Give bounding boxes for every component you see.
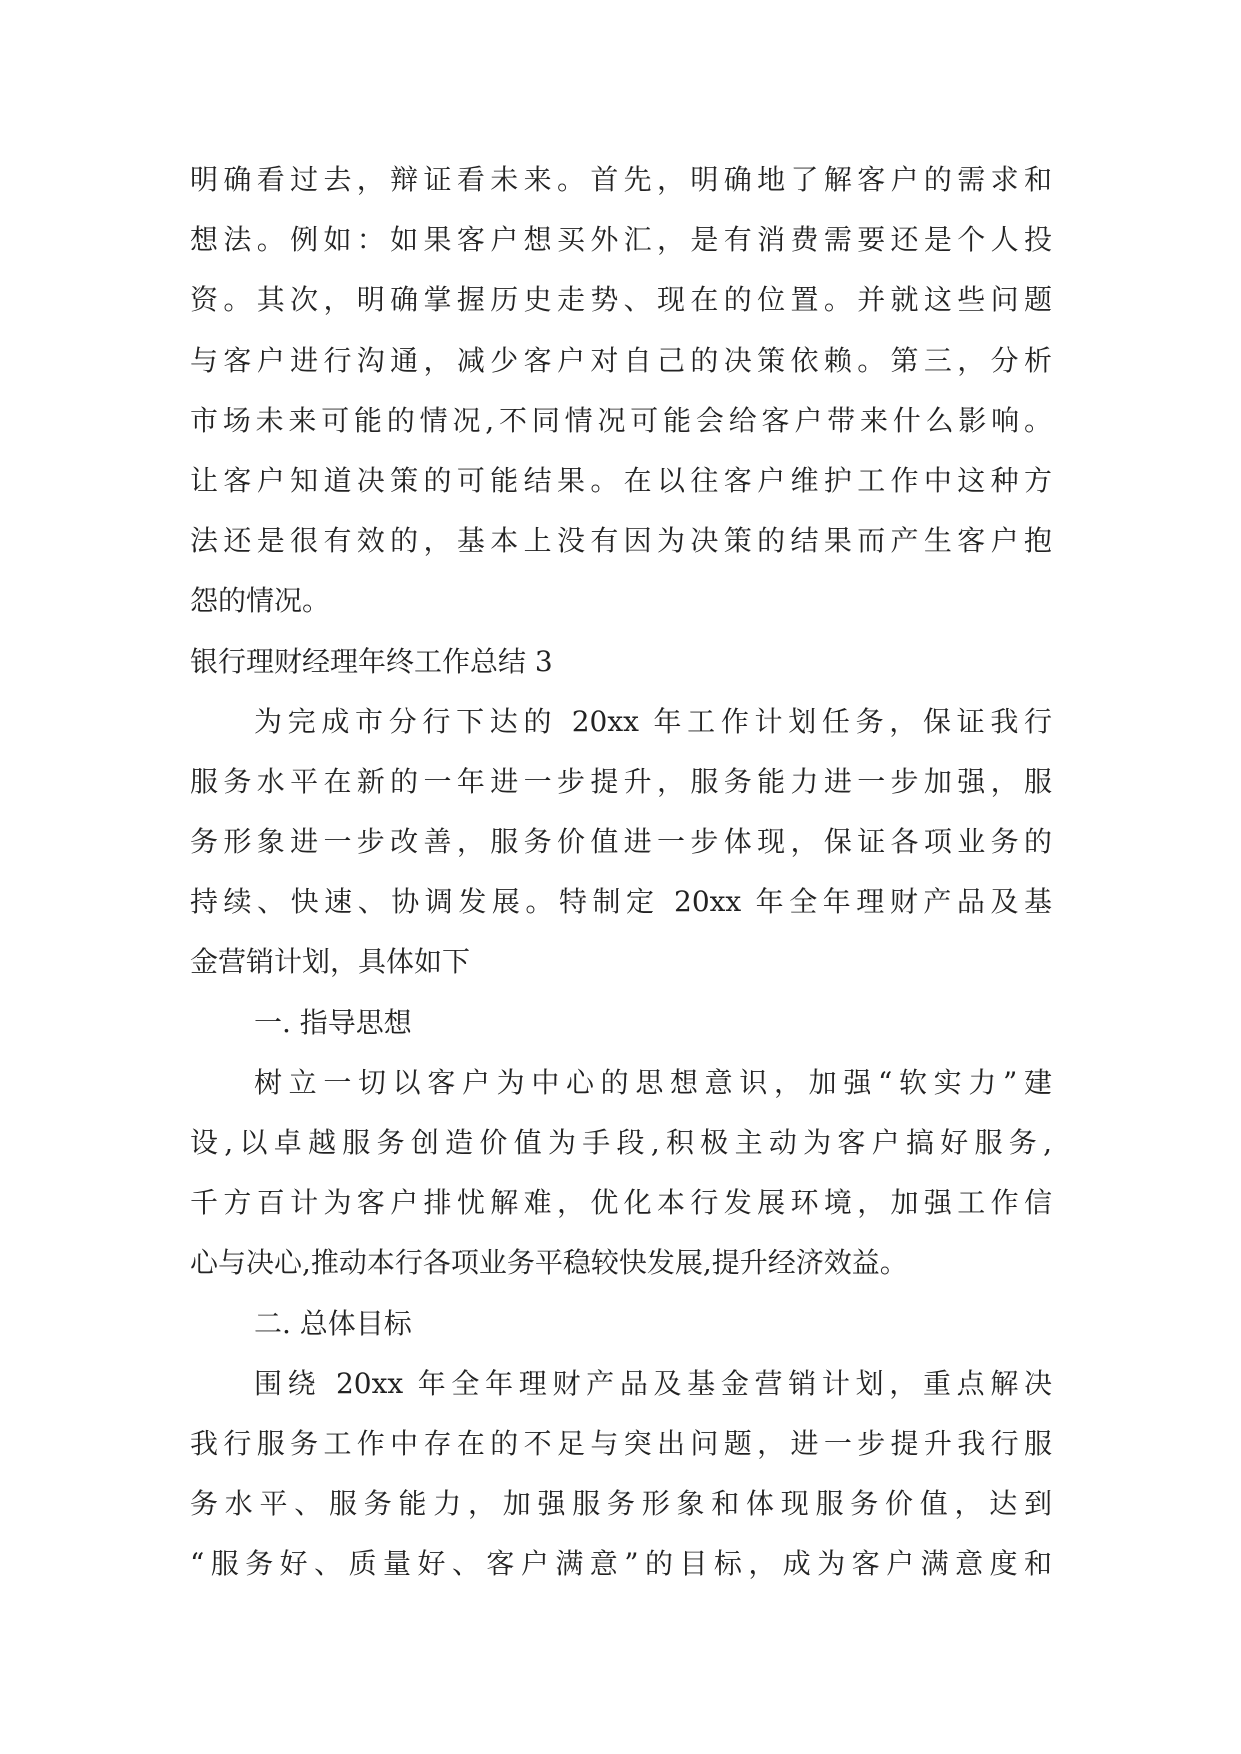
paragraph-line: 让客户知道决策的可能结果。在以往客户维护工作中这种方 <box>190 463 1052 497</box>
paragraph-line: 设,以卓越服务创造价值为手段,积极主动为客户搞好服务, <box>190 1126 1052 1159</box>
paragraph-line: 想法。例如：如果客户想买外汇，是有消费需要还是个人投 <box>190 223 1052 257</box>
subheading: 一. 指导思想 <box>254 1005 412 1039</box>
paragraph-line: 怨的情况。 <box>190 584 331 618</box>
paragraph-line: 服务水平在新的一年进一步提升，服务能力进一步加强，服 <box>190 764 1052 798</box>
paragraph-line: 与客户进行沟通，减少客户对自己的决策依赖。第三，分析 <box>190 343 1052 377</box>
paragraph-line: 务水平、服务能力，加强服务形象和体现服务价值，达到 <box>190 1487 1052 1521</box>
section-title: 银行理财经理年终工作总结 3 <box>190 644 553 678</box>
paragraph-line: 为完成市分行下达的 20xx 年工作计划任务，保证我行 <box>254 704 1052 738</box>
paragraph-line: 金营销计划，具体如下 <box>190 945 471 979</box>
paragraph-line: 千方百计为客户排忧解难，优化本行发展环境，加强工作信 <box>190 1186 1052 1220</box>
paragraph-line: 市场未来可能的情况,不同情况可能会给客户带来什么影响。 <box>190 403 1052 437</box>
paragraph-line: 围绕 20xx 年全年理财产品及基金营销计划，重点解决 <box>254 1366 1052 1400</box>
paragraph-line: “服务好、质量好、客户满意”的目标，成为客户满意度和 <box>190 1547 1052 1581</box>
paragraph-line: 明确看过去，辩证看未来。首先，明确地了解客户的需求和 <box>190 163 1052 196</box>
paragraph-line: 心与决心,推动本行各项业务平稳较快发展,提升经济效益。 <box>190 1246 908 1280</box>
paragraph-line: 务形象进一步改善，服务价值进一步体现，保证各项业务的 <box>190 825 1052 859</box>
paragraph-line: 法还是很有效的，基本上没有因为决策的结果而产生客户抱 <box>190 524 1052 558</box>
paragraph-line: 树立一切以客户为中心的思想意识，加强“软实力”建 <box>254 1065 1052 1099</box>
paragraph-line: 持续、快速、协调发展。特制定 20xx 年全年理财产品及基 <box>190 885 1052 919</box>
paragraph-line: 资。其次，明确掌握历史走势、现在的位置。并就这些问题 <box>190 283 1052 317</box>
document-body <box>190 150 1052 1595</box>
subheading: 二. 总体目标 <box>254 1306 412 1340</box>
paragraph-line: 我行服务工作中存在的不足与突出问题，进一步提升我行服 <box>190 1426 1052 1460</box>
